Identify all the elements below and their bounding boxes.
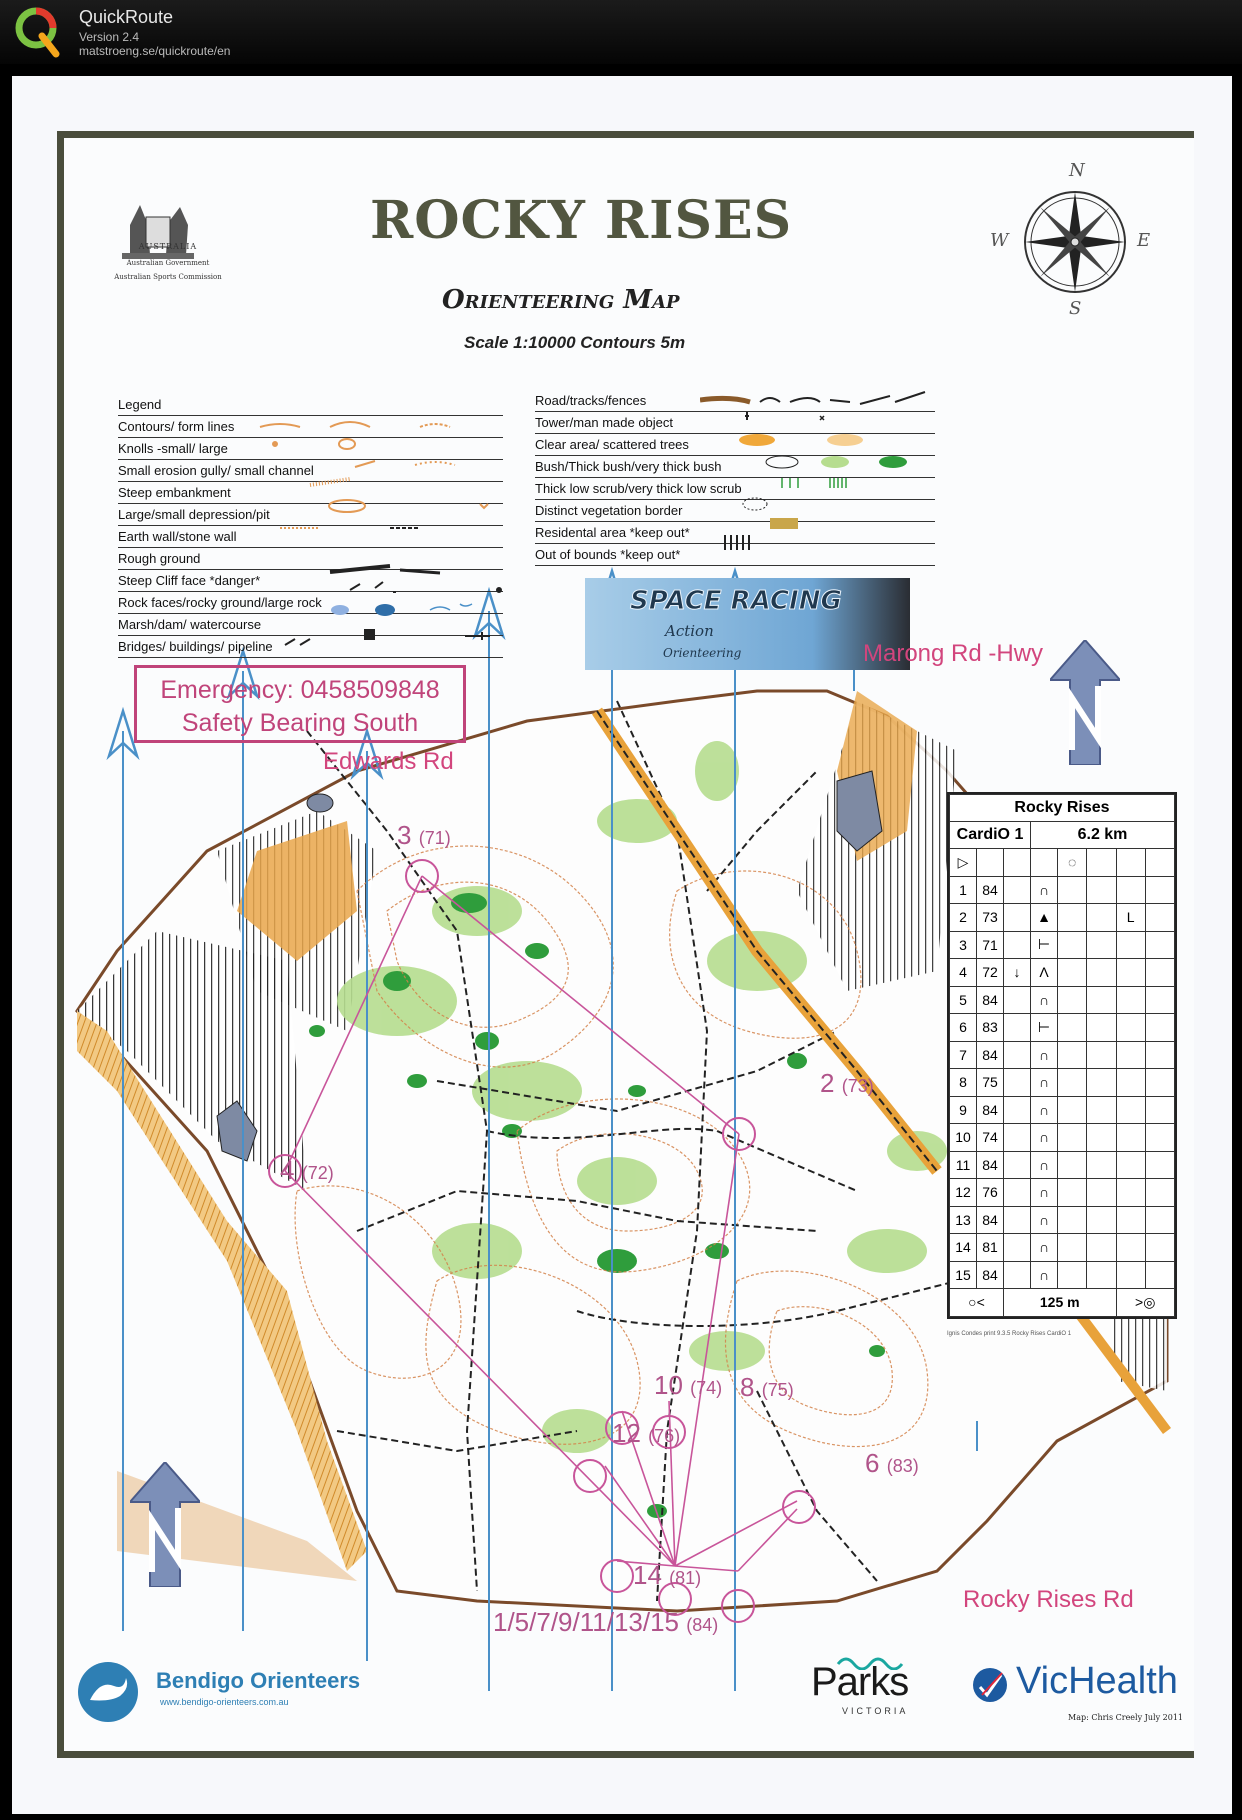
control-4[interactable] xyxy=(280,1155,334,1186)
govt-text xyxy=(108,242,228,281)
control-code: (76) xyxy=(648,1426,681,1446)
safety-bearing: Safety Bearing South xyxy=(181,709,419,737)
desc-number: 10 xyxy=(950,1124,977,1152)
bendigo-orienteers: Bendigo Orienteers xyxy=(156,1668,361,1693)
desc-code: 72 xyxy=(977,959,1004,987)
control-code: (84) xyxy=(686,1615,719,1635)
control-num: 6 xyxy=(865,1448,880,1478)
desc-which xyxy=(1004,986,1031,1014)
desc-cell xyxy=(1087,1014,1116,1042)
desc-cell xyxy=(1058,1069,1087,1097)
desc-number: 5 xyxy=(950,986,977,1014)
desc-which xyxy=(1004,1041,1031,1069)
road-label-rocky-rises: Rocky Rises Rd xyxy=(963,1586,1134,1613)
desc-number: 14 xyxy=(950,1234,977,1262)
desc-cell xyxy=(1116,1261,1145,1289)
legend-row: Large/small depression/pit xyxy=(118,504,503,526)
control-code: (72) xyxy=(301,1163,334,1183)
control-code: (81) xyxy=(669,1568,702,1588)
desc-cell xyxy=(1087,1151,1116,1179)
app-titlebar xyxy=(0,0,1242,64)
control-num: 4 xyxy=(280,1155,295,1185)
desc-symbol: ∩ xyxy=(1031,1151,1058,1179)
desc-number: 2 xyxy=(950,904,977,932)
desc-code: 84 xyxy=(977,1151,1004,1179)
desc-row xyxy=(950,849,1175,877)
legend-left-symbols xyxy=(255,400,505,650)
desc-which xyxy=(1004,1014,1031,1042)
desc-cell xyxy=(1145,1206,1174,1234)
desc-cell xyxy=(1058,1014,1087,1042)
desc-cell xyxy=(1087,876,1116,904)
desc-code: 76 xyxy=(977,1179,1004,1207)
desc-cell xyxy=(1087,959,1116,987)
desc-cell xyxy=(1058,1179,1087,1207)
legend-row: Rough ground xyxy=(118,548,503,570)
desc-cell xyxy=(1116,1124,1145,1152)
desc-code: 84 xyxy=(977,986,1004,1014)
desc-number: 15 xyxy=(950,1261,977,1289)
desc-number: 11 xyxy=(950,1151,977,1179)
compass-n: N xyxy=(1069,160,1085,181)
desc-finish-from: ○< xyxy=(950,1289,1004,1317)
control-num: 8 xyxy=(740,1372,755,1402)
desc-number: 4 xyxy=(950,959,977,987)
control-num: 1/5/7/9/11/13/15 xyxy=(493,1607,680,1637)
desc-number: 12 xyxy=(950,1179,977,1207)
desc-finish-dist: 125 m xyxy=(1004,1289,1117,1317)
desc-row xyxy=(950,959,1175,987)
desc-code: 84 xyxy=(977,1096,1004,1124)
map-credit: Map: Chris Creely July 2011 xyxy=(1068,1713,1183,1722)
road-label-edwards: Edwards Rd xyxy=(323,748,454,775)
desc-row xyxy=(950,1041,1175,1069)
desc-start-feature: ◌ xyxy=(1058,849,1087,877)
desc-cell xyxy=(1145,904,1174,932)
control-code: (75) xyxy=(761,1380,794,1400)
desc-code: 84 xyxy=(977,876,1004,904)
desc-code: 84 xyxy=(977,1261,1004,1289)
space-racing-action: Action xyxy=(665,622,714,640)
desc-code: 71 xyxy=(977,931,1004,959)
desc-symbol: ∩ xyxy=(1031,1124,1058,1152)
desc-cell xyxy=(1145,849,1174,877)
govt-line-2: Australian Government xyxy=(126,259,210,267)
desc-symbol: ⊢ xyxy=(1031,1014,1058,1042)
description-table xyxy=(949,794,1175,1317)
print-note: Ignis Condes print 9.3.5 Rocky Rises CardiO 1 xyxy=(947,1331,1072,1337)
desc-course: CardiO 1 xyxy=(950,822,1031,849)
legend-row: Distinct vegetation border xyxy=(535,500,935,522)
desc-cell xyxy=(1145,1234,1174,1262)
desc-cell xyxy=(1145,1151,1174,1179)
desc-cell: L xyxy=(1116,904,1145,932)
desc-row xyxy=(950,1096,1175,1124)
compass-w: W xyxy=(990,230,1009,251)
desc-cell xyxy=(1145,1069,1174,1097)
desc-cell xyxy=(1116,1014,1145,1042)
control-start-finish[interactable] xyxy=(493,1607,718,1638)
control-num: 3 xyxy=(397,820,412,850)
desc-code: 81 xyxy=(977,1234,1004,1262)
desc-cell xyxy=(1087,1261,1116,1289)
legend-row: Small erosion gully/ small channel xyxy=(118,460,503,482)
desc-cell xyxy=(1116,1096,1145,1124)
desc-row xyxy=(950,876,1175,904)
desc-which xyxy=(1004,1179,1031,1207)
control-12[interactable] xyxy=(612,1418,680,1449)
control-2[interactable] xyxy=(820,1068,874,1099)
desc-cell xyxy=(977,849,1004,877)
desc-cell xyxy=(1145,1096,1174,1124)
control-14[interactable] xyxy=(633,1560,701,1591)
legend-row: Residental area *keep out* xyxy=(535,522,935,544)
legend-row: Bush/Thick bush/very thick bush xyxy=(535,456,935,478)
desc-symbol: ∩ xyxy=(1031,1096,1058,1124)
parks-sub: VICTORIA xyxy=(842,1706,909,1716)
govt-line-1: AUSTRALIA xyxy=(138,242,198,251)
desc-cell xyxy=(1116,876,1145,904)
app-url[interactable]: matstroeng.se/quickroute/en xyxy=(79,44,231,58)
desc-cell xyxy=(1058,1206,1087,1234)
control-code: (71) xyxy=(418,828,451,848)
desc-cell xyxy=(1145,1014,1174,1042)
desc-which xyxy=(1004,1151,1031,1179)
desc-cell xyxy=(1087,1041,1116,1069)
desc-row xyxy=(950,986,1175,1014)
desc-cell xyxy=(1087,849,1116,877)
desc-symbol: ∩ xyxy=(1031,1069,1058,1097)
desc-cell xyxy=(1145,986,1174,1014)
app-version: Version 2.4 xyxy=(79,30,140,44)
control-6[interactable] xyxy=(865,1448,919,1479)
desc-number: 13 xyxy=(950,1206,977,1234)
desc-cell xyxy=(1058,959,1087,987)
desc-code: 83 xyxy=(977,1014,1004,1042)
desc-cell xyxy=(1116,1151,1145,1179)
desc-row xyxy=(950,1069,1175,1097)
compass-e: E xyxy=(1137,230,1151,251)
desc-cell xyxy=(1145,1124,1174,1152)
desc-cell xyxy=(1116,849,1145,877)
legend-row: Knolls -small/ large xyxy=(118,438,503,460)
app-name: QuickRoute xyxy=(79,7,174,27)
desc-cell xyxy=(1087,986,1116,1014)
legend-row: Road/tracks/fences xyxy=(535,390,935,412)
map-scale: Scale 1:10000 Contours 5m xyxy=(464,333,686,352)
desc-cell xyxy=(1145,1261,1174,1289)
desc-symbol: ∩ xyxy=(1031,1179,1058,1207)
desc-symbol: ⊢ xyxy=(1031,931,1058,959)
desc-row xyxy=(950,1151,1175,1179)
desc-row xyxy=(950,931,1175,959)
desc-cell xyxy=(1058,1041,1087,1069)
desc-rows xyxy=(950,849,1175,1289)
legend-row: Contours/ form lines xyxy=(118,416,503,438)
map-title: ROCKY RISES xyxy=(370,190,793,251)
desc-row xyxy=(950,1014,1175,1042)
legend-row: Steep Cliff face *danger* xyxy=(118,570,503,592)
desc-cell xyxy=(1087,931,1116,959)
desc-cell xyxy=(1031,849,1058,877)
desc-cell xyxy=(1087,1234,1116,1262)
desc-symbol: ∩ xyxy=(1031,986,1058,1014)
compass-s: S xyxy=(1069,298,1082,319)
north-arrow-icon xyxy=(1050,640,1120,765)
desc-start-symbol: ▷ xyxy=(950,849,977,877)
desc-row xyxy=(950,1206,1175,1234)
bendigo-dragon-icon xyxy=(76,1660,140,1724)
desc-code: 74 xyxy=(977,1124,1004,1152)
desc-symbol: ▲ xyxy=(1031,904,1058,932)
legend-row: Tower/man made object xyxy=(535,412,935,434)
desc-cell xyxy=(1087,904,1116,932)
desc-cell xyxy=(1145,931,1174,959)
control-3[interactable] xyxy=(397,820,451,851)
legend-right-symbols xyxy=(700,390,940,560)
desc-cell xyxy=(1087,1206,1116,1234)
north-arrow-icon xyxy=(130,1462,200,1587)
desc-cell xyxy=(1058,986,1087,1014)
desc-cell xyxy=(1058,1151,1087,1179)
desc-cell xyxy=(1116,1179,1145,1207)
control-code: (74) xyxy=(690,1378,723,1398)
desc-which xyxy=(1004,1069,1031,1097)
space-racing-orienteering: Orienteering xyxy=(663,646,742,660)
desc-cell xyxy=(1087,1124,1116,1152)
desc-number: 8 xyxy=(950,1069,977,1097)
desc-length: 6.2 km xyxy=(1031,822,1175,849)
desc-cell xyxy=(1116,931,1145,959)
desc-cell xyxy=(1116,1234,1145,1262)
desc-row xyxy=(950,1179,1175,1207)
govt-line-3: Australian Sports Commission xyxy=(114,273,222,281)
space-racing-title: SPACE RACING xyxy=(630,586,842,616)
desc-cell xyxy=(1116,1069,1145,1097)
legend-row: Earth wall/stone wall xyxy=(118,526,503,548)
control-code: (83) xyxy=(886,1456,919,1476)
control-10[interactable] xyxy=(654,1370,722,1401)
desc-number: 7 xyxy=(950,1041,977,1069)
road-label-marong: Marong Rd -Hwy xyxy=(863,640,1044,667)
desc-cell xyxy=(1116,959,1145,987)
desc-cell xyxy=(1058,1234,1087,1262)
legend-row: Bridges/ buildings/ pipeline xyxy=(118,636,503,658)
parks-logo: Parks xyxy=(811,1660,909,1704)
desc-code: 73 xyxy=(977,904,1004,932)
desc-row xyxy=(950,1261,1175,1289)
desc-code: 84 xyxy=(977,1041,1004,1069)
desc-symbol: Λ xyxy=(1031,959,1058,987)
desc-which xyxy=(1004,1234,1031,1262)
desc-cell xyxy=(1087,1069,1116,1097)
desc-cell xyxy=(1058,1124,1087,1152)
desc-cell xyxy=(1116,1206,1145,1234)
control-description-sheet xyxy=(947,792,1177,1319)
desc-cell xyxy=(1058,1261,1087,1289)
legend-row: Clear area/ scattered trees xyxy=(535,434,935,456)
desc-cell xyxy=(1087,1179,1116,1207)
map-subtitle: Orienteering Map xyxy=(442,285,680,315)
desc-cell xyxy=(1058,1096,1087,1124)
control-num: 2 xyxy=(820,1068,835,1098)
desc-symbol: ∩ xyxy=(1031,1041,1058,1069)
desc-number: 3 xyxy=(950,931,977,959)
desc-cell xyxy=(1058,904,1087,932)
desc-symbol: ∩ xyxy=(1031,1234,1058,1262)
control-code: (73) xyxy=(841,1076,874,1096)
legend-row: Thick low scrub/very thick low scrub xyxy=(535,478,935,500)
control-num: 12 xyxy=(612,1418,641,1448)
desc-code: 84 xyxy=(977,1206,1004,1234)
desc-cell xyxy=(1145,1041,1174,1069)
desc-cell xyxy=(1145,876,1174,904)
desc-symbol: ∩ xyxy=(1031,1206,1058,1234)
desc-cell xyxy=(1004,849,1031,877)
emergency-box xyxy=(134,665,466,743)
desc-which xyxy=(1004,904,1031,932)
desc-number: 9 xyxy=(950,1096,977,1124)
desc-which: ↓ xyxy=(1004,959,1031,987)
desc-finish-to: >◎ xyxy=(1116,1289,1175,1317)
vichealth-logo: VicHealth xyxy=(1016,1660,1178,1702)
legend-row: Marsh/dam/ watercourse xyxy=(118,614,503,636)
control-num: 14 xyxy=(633,1560,662,1590)
space-racing-banner xyxy=(585,578,910,670)
desc-which xyxy=(1004,1124,1031,1152)
desc-cell xyxy=(1087,1096,1116,1124)
vichealth-tick-icon xyxy=(970,1665,1010,1705)
desc-cell xyxy=(1058,931,1087,959)
control-num: 10 xyxy=(654,1370,683,1400)
desc-symbol: ∩ xyxy=(1031,1261,1058,1289)
bendigo-url: www.bendigo-orienteers.com.au xyxy=(160,1697,289,1707)
desc-code: 75 xyxy=(977,1069,1004,1097)
desc-cell xyxy=(1058,876,1087,904)
compass-rose-icon xyxy=(1000,160,1160,320)
emergency-phone: Emergency: 0458509848 xyxy=(160,676,440,704)
desc-cell xyxy=(1116,986,1145,1014)
desc-which xyxy=(1004,931,1031,959)
desc-cell xyxy=(1145,959,1174,987)
desc-number: 1 xyxy=(950,876,977,904)
desc-cell xyxy=(1116,1041,1145,1069)
desc-cell xyxy=(1145,1179,1174,1207)
desc-row xyxy=(950,1234,1175,1262)
desc-row xyxy=(950,904,1175,932)
quickroute-logo-icon xyxy=(14,6,60,58)
desc-symbol: ∩ xyxy=(1031,876,1058,904)
desc-title: Rocky Rises xyxy=(950,795,1175,822)
desc-which xyxy=(1004,1261,1031,1289)
legend-row: Legend xyxy=(118,394,503,416)
legend-row: Out of bounds *keep out* xyxy=(535,544,935,566)
desc-number: 6 xyxy=(950,1014,977,1042)
desc-which xyxy=(1004,876,1031,904)
desc-row xyxy=(950,1124,1175,1152)
legend-row: Steep embankment xyxy=(118,482,503,504)
legend-row: Rock faces/rocky ground/large rock xyxy=(118,592,503,614)
desc-which xyxy=(1004,1206,1031,1234)
desc-which xyxy=(1004,1096,1031,1124)
control-8[interactable] xyxy=(740,1372,794,1403)
